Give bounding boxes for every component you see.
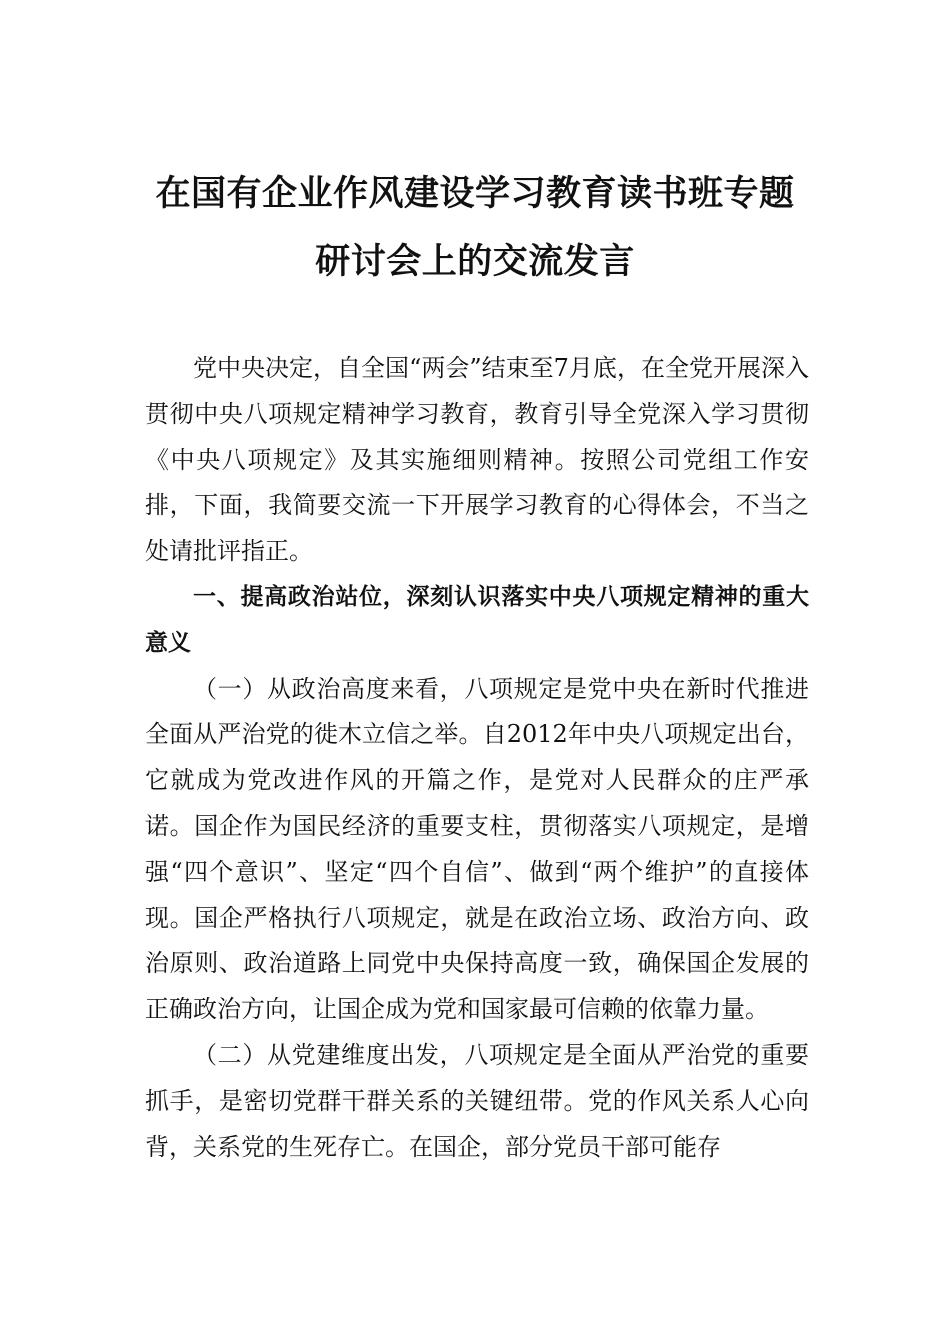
document-title-line-2: 研讨会上的交流发言 — [315, 241, 635, 282]
subsection-paragraph-1: （一）从政治高度来看，八项规定是党中央在新时代推进全面从严治党的徙木立信之举。自2012年中央八项规定出台，它就成为党改进作风的开篇之作，是党对人民群众的庄严承诺。国企作为国民经济的重要支柱，贯彻落实八项规定，是增强“四个意识”、坚定“四个自信”、做到“两个维护”的直接体现。国企严格执行八项规定，就是在政治立场、政治方向、政治原则、政治道路上同党中央保持高度一致，确保国企发展的正确政治方向，让国企成为党和国家最可信赖的依靠力量。 — [145, 674, 809, 1024]
intro-paragraph: 党中央决定，自全国“两会”结束至7月底，在全党开展深入贯彻中央八项规定精神学习教育，教育引导全党深入学习贯彻《中央八项规定》及其实施细则精神。按照公司党组工作安排，下面，我简要交流一下开展学习教育的心得体会，不当之处请批评指正。 — [145, 354, 809, 566]
document-title-line-1: 在国有企业作风建设学习教育读书班专题 — [155, 173, 795, 214]
section-heading-1: 一、提高政治站位，深刻认识落实中央八项规定精神的重大意义 — [145, 583, 809, 656]
document-body — [145, 346, 809, 1170]
subsection-paragraph-2: （二）从党建维度出发，八项规定是全面从严治党的重要抓手，是密切党群干群关系的关键纽带。党的作风关系人心向背，关系党的生死存亡。在国企，部分党员干部可能存 — [145, 1040, 809, 1161]
